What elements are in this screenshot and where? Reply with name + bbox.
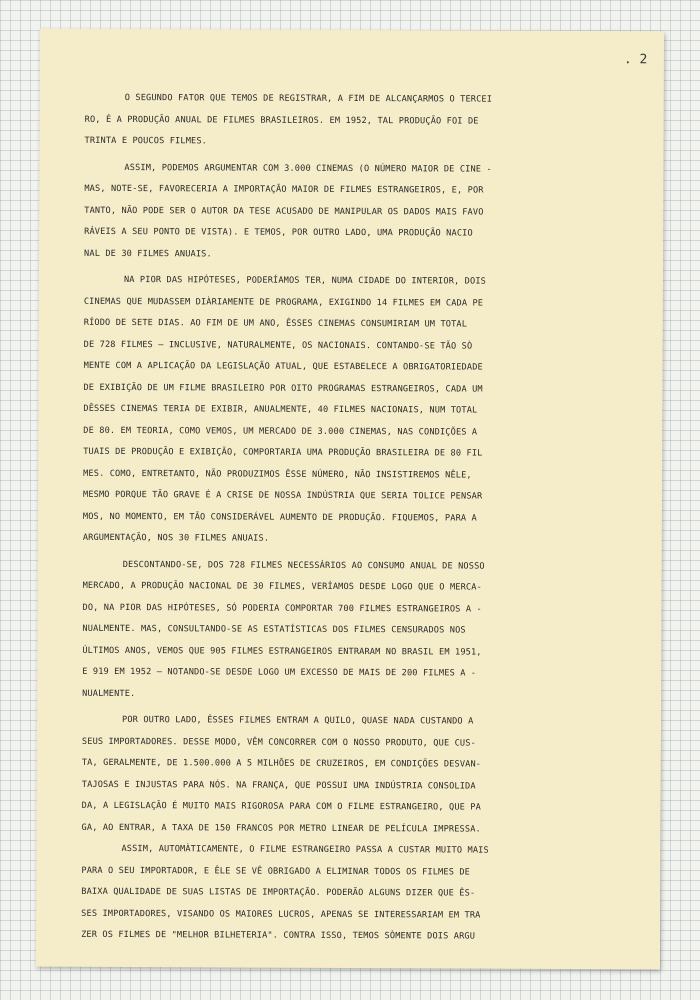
text-line: MESMO PORQUE TÃO GRAVE É A CRISE DE NOSSA INDÚSTRIA QUE SERIA TOLICE PENSAR: [82, 489, 483, 502]
text-line: DO, NA PIOR DAS HIPÓTESES, SÓ PODERIA COMPORTAR 700 FILMES ESTRANGEIROS A -: [82, 602, 482, 615]
text-line: NUALMENTE. MAS, CONSULTANDO-SE AS ESTATÍSTICAS DOS FILMES CENSURADOS NOS: [82, 623, 466, 636]
text-line: ARGUMENTAÇÃO, NOS 30 FILMES ANUAIS.: [82, 532, 270, 544]
text-line: POR OUTRO LADO, ÊSSES FILMES ENTRAM A QUILO, QUASE NADA CUSTANDO A: [122, 715, 474, 727]
text-line: RO, É A PRODUÇÃO ANUAL DE FILMES BRASILEIROS. EM 1952, TAL PRODUÇÃO FOI DE: [84, 114, 479, 127]
text-line: E 919 EM 1952 — NOTANDO-SE DESDE LOGO UM EXCESSO DE MAIS DE 200 FILMES A -: [82, 666, 477, 679]
text-line: BAIXA QUALIDADE DE SUAS LISTAS DE IMPORTAÇÃO. PODERÃO ALGUNS DIZER QUE ÊS-: [81, 886, 476, 899]
text-line: MENTE COM A APLICAÇÃO DA LEGISLAÇÃO ATUAL, QUE ESTABELECE A OBRIGATORIEDADE: [83, 360, 483, 373]
text-line: SES IMPORTADORES, VISANDO OS MAIORES LUCROS, APENAS SE INTERESSARIAM EM TRA: [81, 908, 481, 921]
text-line: MAS, NOTE-SE, FAVORECERIA A IMPORTAÇÃO MAIOR DE FILMES ESTRANGEIROS, E, POR: [84, 183, 484, 196]
text-line: TAJOSAS E INJUSTAS PARA NÓS. NA FRANÇA, QUE POSSUI UMA INDÚSTRIA CONSOLIDA: [81, 779, 476, 792]
typewritten-page: [36, 29, 664, 970]
text-line: NAL DE 30 FILMES ANUAIS.: [84, 248, 212, 259]
text-line: DE 80. EM TEORIA, COMO VEMOS, UM MERCADO DE 3.000 CINEMAS, NAS CONDIÇÕES A: [83, 425, 478, 438]
text-line: GA, AO ENTRAR, A TAXA DE 150 FRANCOS POR METRO LINEAR DE PELÍCULA IMPRESSA.: [81, 822, 481, 835]
text-line: MES. COMO, ENTRETANTO, NÃO PRODUZIMOS ÊSSE NÚMERO, NÃO INSISTIREMOS NÊLE,: [83, 468, 472, 481]
text-line: MERCADO, A PRODUÇÃO NACIONAL DE 30 FILMES, VERÍAMOS DESDE LOGO QUE O MERCA-: [82, 580, 482, 593]
text-line: DE 728 FILMES — INCLUSIVE, NATURALMENTE, OS NACIONAIS. CONTANDO-SE TÃO SÒ: [83, 339, 473, 352]
text-line: TA, GERALMENTE, DE 1.500.000 A 5 MILHÕES DE CRUZEIROS, EM CONDIÇÕES DESVAN-: [81, 757, 482, 770]
text-line: MOS, NO MOMENTO, EM TÃO CONSIDERÁVEL AUMENTO DE PRODUÇÃO. FIQUEMOS, PARA A: [82, 511, 477, 524]
text-line: NUALMENTE.: [82, 688, 136, 699]
text-line: DA, A LEGISLAÇÃO É MUITO MAIS RIGOROSA PARA COM O FILME ESTRANGEIRO, QUE PA: [81, 800, 481, 813]
text-line: ÚLTIMOS ANOS, VEMOS QUE 905 FILMES ESTRANGEIROS ENTRARAM NO BRASIL EM 1951,: [82, 645, 482, 658]
page-number: . 2: [623, 52, 648, 68]
text-line: TRINTA E POUCOS FILMES.: [84, 135, 208, 147]
text-line: TANTO, NÃO PODE SER O AUTOR DA TESE ACUSADO DE MANIPULAR OS DADOS MAIS FAVO: [84, 205, 484, 218]
text-line: RÍODO DE SETE DIAS. AO FIM DE UM ANO, ÊSSES CINEMAS CONSUMIRIAM UM TOTAL: [83, 317, 468, 330]
text-line: O SEGUNDO FATOR QUE TEMOS DE REGISTRAR, A FIM DE ALCANÇARMOS O TERCEI: [124, 93, 493, 105]
text-line: DESCONTANDO-SE, DOS 728 FILMES NECESSÁRIOS AO CONSUMO ANUAL DE NOSSO: [122, 559, 485, 572]
text-line: TUAIS DE PRODUÇÃO E EXIBIÇÃO, COMPORTARIA UMA PRODUÇÃO BRASILEIRA DE 80 FIL: [83, 446, 483, 459]
text-line: SEUS IMPORTADORES. DESSE MODO, VÊM CONCORRER COM O NOSSO PRODUTO, QUE CUS-: [81, 736, 476, 749]
text-line: PARA O SEU IMPORTADOR, E ÊLE SE VÊ OBRIGADO A ELIMINAR TODOS OS FILMES DE: [81, 865, 471, 878]
text-line: NA PIOR DAS HIPÓTESES, PODERÍAMOS TER, NUMA CIDADE DO INTERIOR, DOIS: [123, 275, 487, 287]
text-line: CINEMAS QUE MUDASSEM DIÀRIAMENTE DE PROGRAMA, EXIGINDO 14 FILMES EM CADA PE: [83, 296, 484, 309]
text-line: DÊSSES CINEMAS TERIA DE EXIBIR, ANUALMENTE, 40 FILMES NACIONAIS, NUM TOTAL: [83, 403, 478, 416]
text-line: DE EXIBIÇÃO DE UM FILME BRASILEIRO POR OITO PROGRAMAS ESTRANGEIROS, CADA UM: [83, 382, 483, 395]
text-line: RÁVEIS A SEU PONTO DE VISTA). E TEMOS, POR OUTRO LADO, UMA PRODUÇÃO NACIO: [84, 226, 473, 239]
text-line: ASSIM, AUTOMÀTICAMENTE, O FILME ESTRANGEIRO PASSA A CUSTAR MUITO MAIS: [121, 844, 489, 856]
page-body-text: [81, 88, 655, 949]
text-line: ZER OS FILMES DE "MELHOR BILHETERIA". CONTRA ISSO, TEMOS SÒMENTE DOIS ARGU: [81, 929, 476, 942]
text-line: ASSIM, PODEMOS ARGUMENTAR COM 3.000 CINEMAS (O NÚMERO MAIOR DE CINE -: [124, 162, 492, 175]
